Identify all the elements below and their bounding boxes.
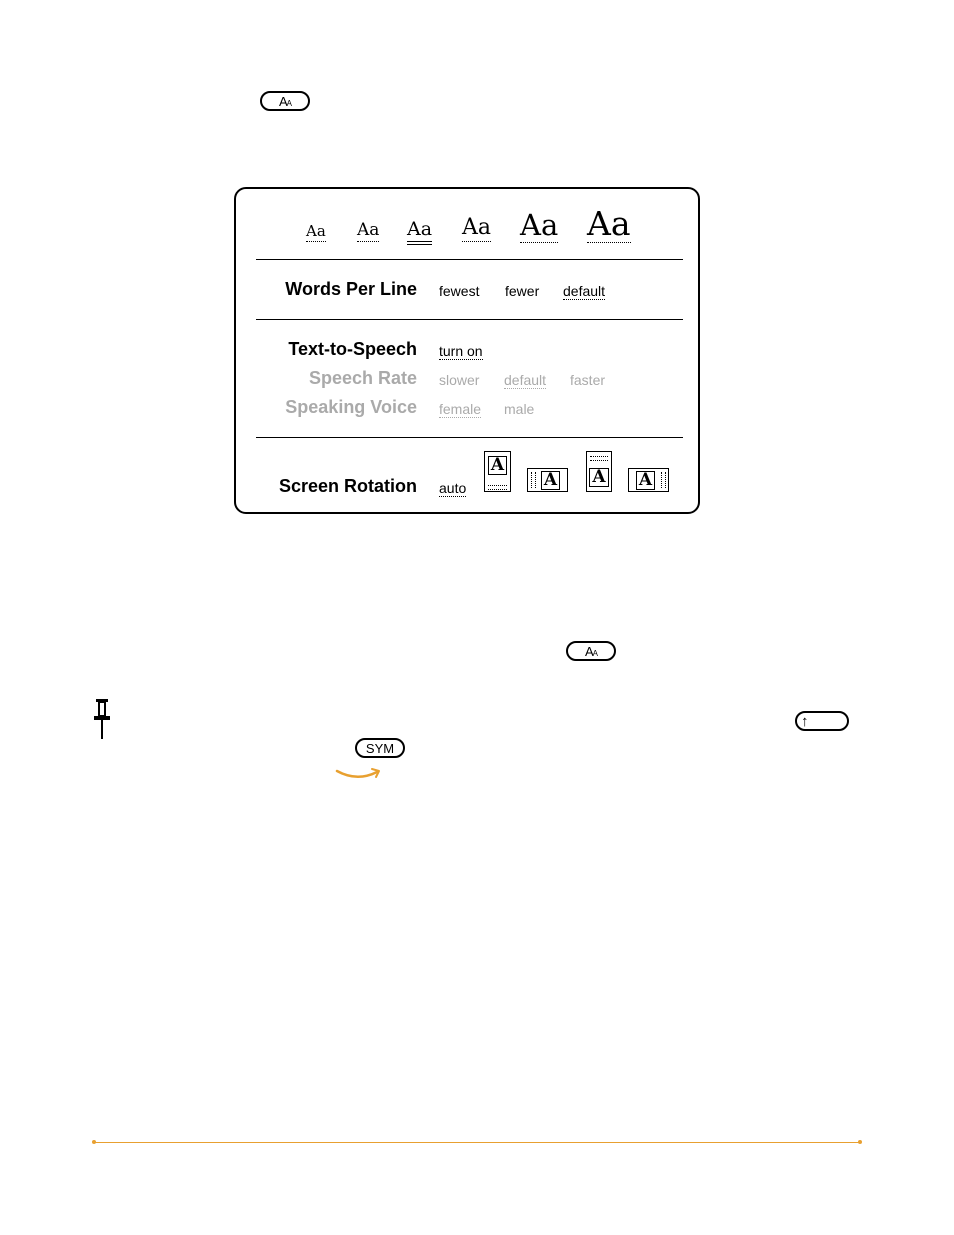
text-to-speech-label: Text-to-Speech — [288, 339, 417, 359]
amazon-smile-icon — [335, 766, 383, 784]
font-size-option-2[interactable]: Aa — [357, 220, 380, 240]
speech-rate-faster: faster — [570, 372, 606, 388]
rotation-portrait-inverted-icon[interactable]: A — [586, 451, 612, 492]
words-per-line-fewest[interactable]: fewest — [439, 283, 480, 299]
speech-rate-default: default — [504, 372, 547, 388]
font-size-key — [260, 91, 310, 111]
font-size-option-6[interactable]: Aa — [587, 204, 631, 243]
text-to-speech-turn-on[interactable]: turn on — [439, 343, 483, 359]
rotation-strip — [531, 472, 536, 488]
footer-rule-dot — [858, 1140, 862, 1144]
footer-rule-dot — [92, 1140, 96, 1144]
rotation-landscape-left-icon[interactable]: A — [527, 468, 568, 492]
divider — [256, 319, 683, 320]
rotation-strip — [488, 485, 507, 490]
divider — [256, 259, 683, 260]
font-size-option-5[interactable]: Aa — [520, 208, 559, 242]
speaking-voice-label: Speaking Voice — [285, 397, 417, 417]
shift-arrow-icon: ↑ — [801, 712, 809, 730]
font-size-option-3[interactable]: Aa — [407, 220, 432, 245]
pushpin-icon — [92, 698, 114, 740]
rotation-strip — [590, 456, 608, 461]
rotation-landscape-right-icon[interactable]: A — [628, 468, 669, 492]
shift-key — [795, 711, 849, 731]
font-key-glyph: AA — [584, 643, 597, 659]
rotation-strip — [661, 472, 666, 488]
divider — [256, 437, 683, 438]
rotation-portrait-icon[interactable]: A — [484, 451, 511, 492]
font-size-option-4[interactable]: Aa — [462, 215, 492, 240]
font-size-option-1[interactable]: Aa — [306, 222, 326, 240]
speech-rate-slower: slower — [439, 372, 480, 388]
speaking-voice-male: male — [504, 401, 535, 417]
speaking-voice-female: female — [439, 401, 482, 417]
text-settings-panel — [234, 187, 700, 514]
font-key-glyph: AA — [278, 93, 291, 109]
footer-rule — [94, 1142, 860, 1143]
words-per-line-default[interactable]: default — [563, 283, 606, 299]
speech-rate-label: Speech Rate — [308, 368, 417, 388]
words-per-line-label: Words Per Line — [285, 279, 417, 299]
sym-key — [355, 738, 405, 758]
font-size-key-2 — [566, 641, 616, 661]
screen-rotation-label: Screen Rotation — [278, 476, 417, 496]
screen-rotation-auto[interactable]: auto — [439, 480, 467, 496]
sym-key-label: SYM — [365, 740, 395, 756]
words-per-line-fewer[interactable]: fewer — [505, 283, 540, 299]
